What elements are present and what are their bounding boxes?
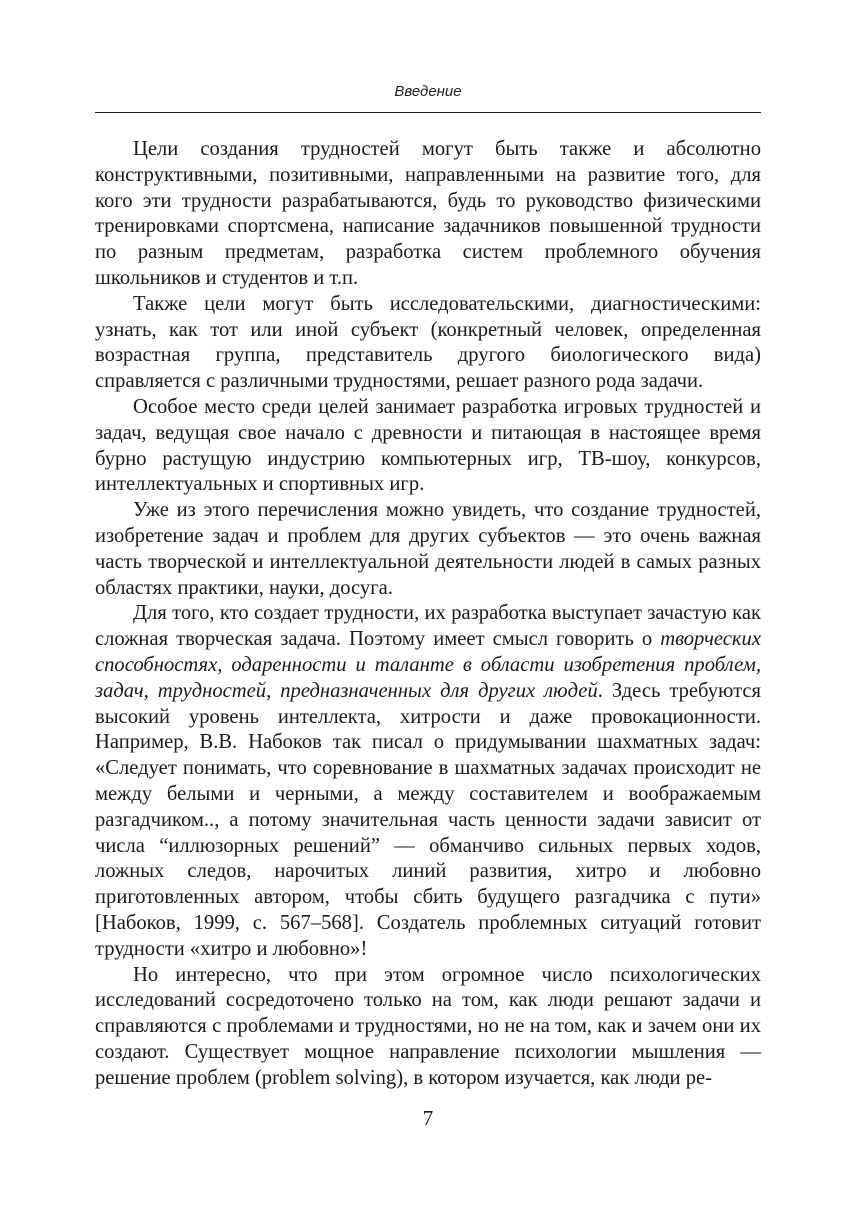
paragraph-5-emphasis: творческих способностях, одаренности и таланте в области изобретения проблем, задач, трудностей, предназначенных для других людей (95, 628, 761, 702)
paragraph-4: Уже из этого перечисления можно увидеть, что создание трудностей, изобретение задач и проблем для других субъектов — это очень важная часть творческой и интеллектуальной деятельности людей в самых разных областях практики, науки, досуга. (95, 499, 761, 599)
page-number: 7 (422, 1106, 434, 1130)
paragraph-6: Но интересно, что при этом огромное число психологических исследований сосредоточено только на том, как люди решают задачи и справляются с проблемами и трудностями, но не на том, как и зачем они их создают. Существует мощное направление психологии мышления — решение проблем (problem solving), в котором изучается, как люди ре- (95, 963, 761, 1089)
paragraph-5-rest: . Здесь требуются высокий уровень интеллекта, хитрости и даже провокационности. Например, В.В. Набоков так писал о придумывании шахматных задач: «Следует понимать, что соревнование в шахматных задачах происходит не между белыми и черными, а между составителем и воображаемым разгадчиком.., а потому значительная часть ценности задачи зависит от числа “иллюзорных решений” — обманчиво сильных первых ходов, ложных следов, нарочитых линий развития, хитро и любовно приготовленных автором, чтобы сбить будущего разгадчика с пути» [Набоков, 1999, с. 567–568]. Создатель проблемных ситуаций готовит трудности «хитро и любовно»! (95, 679, 761, 960)
body-text (95, 137, 761, 1091)
paragraph-1: Цели создания трудностей могут быть также и абсолютно конструктивными, позитивными, направленными на развитие того, для кого эти трудности разрабатываются, будь то руководство физическими тренировками спортсмена, написание задачников повышенной трудности по разным предметам, разработка систем проблемного обучения школьников и студентов и т.п. (95, 138, 761, 289)
running-header: Введение (394, 83, 462, 100)
paragraph-3: Особое место среди целей занимает разработка игровых трудностей и задач, ведущая свое начало с древности и питающая в настоящее время бурно растущую индустрию компьютерных игр, ТВ-шоу, конкурсов, интеллектуальных и спортивных игр. (95, 395, 761, 496)
paragraph-2: Также цели могут быть исследовательскими, диагностическими: узнать, как тот или иной субъект (конкретный человек, определенная возрастная группа, представитель другого биологического вида) справляется с различными трудностями, решает разного рода задачи. (95, 292, 761, 393)
paragraph-5 (95, 601, 761, 962)
header-rule (95, 112, 761, 113)
paragraph-5-lead: Для того, кто создает трудности, их разработка выступает зачастую как сложная творческая задача. Поэтому имеет смысл говорить о (95, 602, 761, 651)
